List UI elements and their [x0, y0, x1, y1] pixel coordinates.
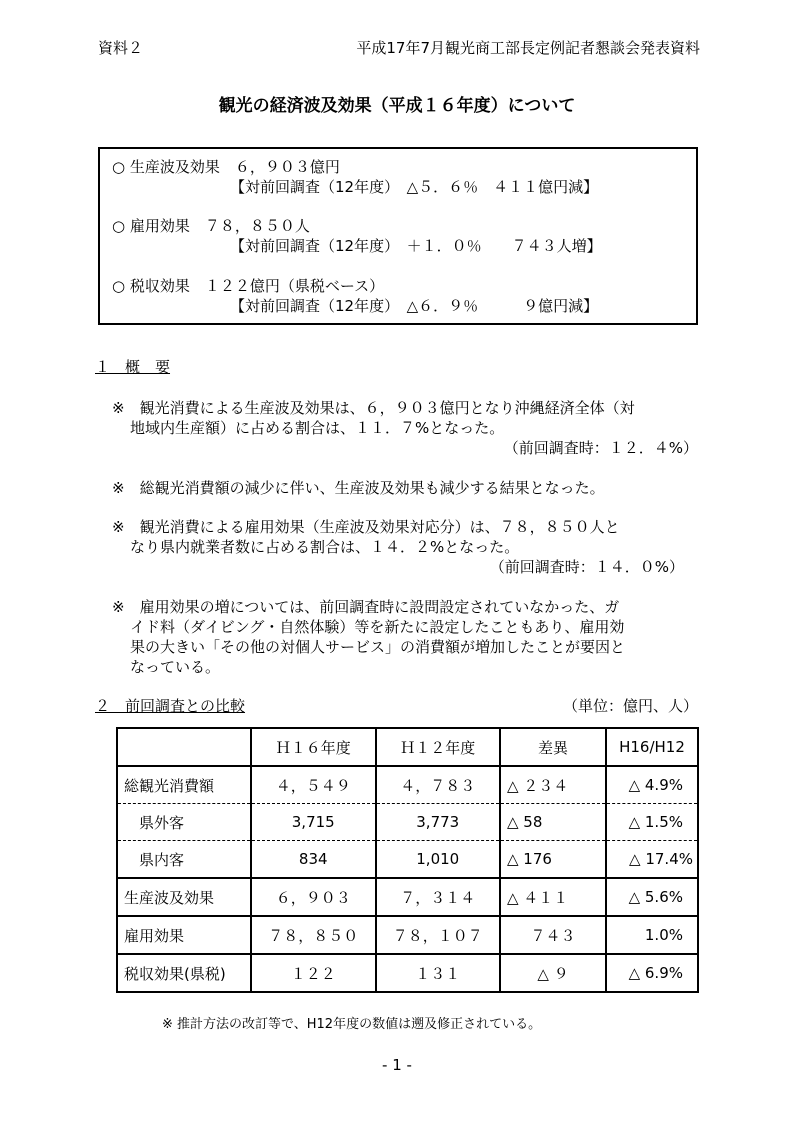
table-row	[117, 841, 698, 879]
row-label: 県内客	[117, 841, 251, 879]
table-row	[117, 766, 698, 804]
summary-detail: 【対前回調査（12年度） △６．９％ ９億円減】	[230, 297, 599, 315]
cell: ６，９０３	[251, 878, 376, 916]
section1-heading: １ 概 要	[95, 358, 171, 376]
unit-label: （単位：億円、人）	[562, 697, 698, 715]
paragraph-line: イド料（ダイビング・自然体験）等を新たに設定したこともあり、雇用効	[130, 618, 625, 636]
cell: ７，３１４	[376, 878, 501, 916]
cell: 834	[251, 841, 376, 879]
paragraph-line: ※ 総観光消費額の減少に伴い、生産波及効果も減少する結果となった。	[112, 479, 605, 497]
summary-head: ○ 生産波及効果 ６，９０３億円	[112, 158, 340, 176]
doc-label: 資料２	[98, 39, 144, 57]
table-row	[117, 878, 698, 916]
page-title: 観光の経済波及効果（平成１６年度）について	[218, 96, 576, 116]
table-row	[117, 916, 698, 954]
paragraph-note: （前回調査時：１４．０%）	[489, 558, 684, 576]
cell: ７８，１０７	[376, 916, 501, 954]
paragraph-line: ※ 雇用効果の増については、前回調査時に設問設定されていなかった、ガ	[112, 598, 620, 616]
summary-head: ○ 雇用効果 ７８，８５０人	[112, 217, 310, 235]
cell: 3,715	[251, 804, 376, 841]
cell: ７４３	[500, 916, 606, 954]
cell: △ ９	[500, 954, 606, 992]
cell: １２２	[251, 954, 376, 992]
paragraph-line: 果の大きい「その他の対個人サービス」の消費額が増加したことが要因と	[130, 638, 626, 656]
header-cell: Ｈ１６年度	[251, 728, 376, 766]
header-cell: 差異	[500, 728, 606, 766]
row-label: 県外客	[117, 804, 251, 841]
summary-head: ○ 税収効果 １２２億円（県税ベース）	[112, 277, 385, 295]
cell: ７８，８５０	[251, 916, 376, 954]
cell: 1,010	[376, 841, 501, 879]
paragraph-line: なり県内就業者数に占める割合は、１４．２%となった。	[130, 538, 520, 556]
header-cell: H16/H12	[606, 728, 698, 766]
paragraph-line: ※ 観光消費による雇用効果（生産波及効果対応分）は、７８，８５０人と	[112, 518, 620, 536]
cell: △ 1.5%	[606, 804, 698, 841]
cell: １３１	[376, 954, 501, 992]
cell: ４，７８３	[376, 766, 501, 804]
row-label: 生産波及効果	[117, 878, 251, 916]
section2-heading: ２ 前回調査との比較	[95, 697, 246, 715]
row-label: 税収効果(県税)	[117, 954, 251, 992]
cell: △ 58	[500, 804, 606, 841]
cell: △ 4.9%	[606, 766, 698, 804]
paragraph-note: （前回調査時：１２．４%）	[503, 439, 698, 457]
doc-source: 平成17年7月観光商工部長定例記者懇談会発表資料	[356, 39, 700, 57]
row-label: 総観光消費額	[117, 766, 251, 804]
cell: 3,773	[376, 804, 501, 841]
table-footnote: ※ 推計方法の改訂等で、H12年度の数値は遡及修正されている。	[162, 1017, 542, 1032]
table-row	[117, 804, 698, 841]
cell: 1.0%	[606, 916, 698, 954]
cell: △ 17.4%	[606, 841, 698, 879]
table-row	[117, 954, 698, 992]
cell: △ 6.9%	[606, 954, 698, 992]
page-number: - 1 -	[382, 1056, 412, 1074]
cell: △ 5.6%	[606, 878, 698, 916]
cell: △ 176	[500, 841, 606, 879]
paragraph-line: ※ 観光消費による生産波及効果は、６，９０３億円となり沖縄経済全体（対	[112, 399, 635, 417]
table-header	[117, 728, 698, 766]
cell: △ ４１１	[500, 878, 606, 916]
paragraph-line: 地域内生産額）に占める割合は、１１．７%となった。	[130, 419, 505, 437]
summary-detail: 【対前回調査（12年度） ＋１．０％ ７４３人増】	[230, 237, 602, 255]
header-cell	[117, 728, 251, 766]
comparison-table	[116, 727, 699, 993]
cell: ４，５４９	[251, 766, 376, 804]
paragraph-line: なっている。	[130, 658, 221, 676]
row-label: 雇用効果	[117, 916, 251, 954]
header-cell: Ｈ１２年度	[376, 728, 501, 766]
summary-detail: 【対前回調査（12年度） △５．６％ ４１１億円減】	[230, 178, 599, 196]
cell: △ ２３４	[500, 766, 606, 804]
